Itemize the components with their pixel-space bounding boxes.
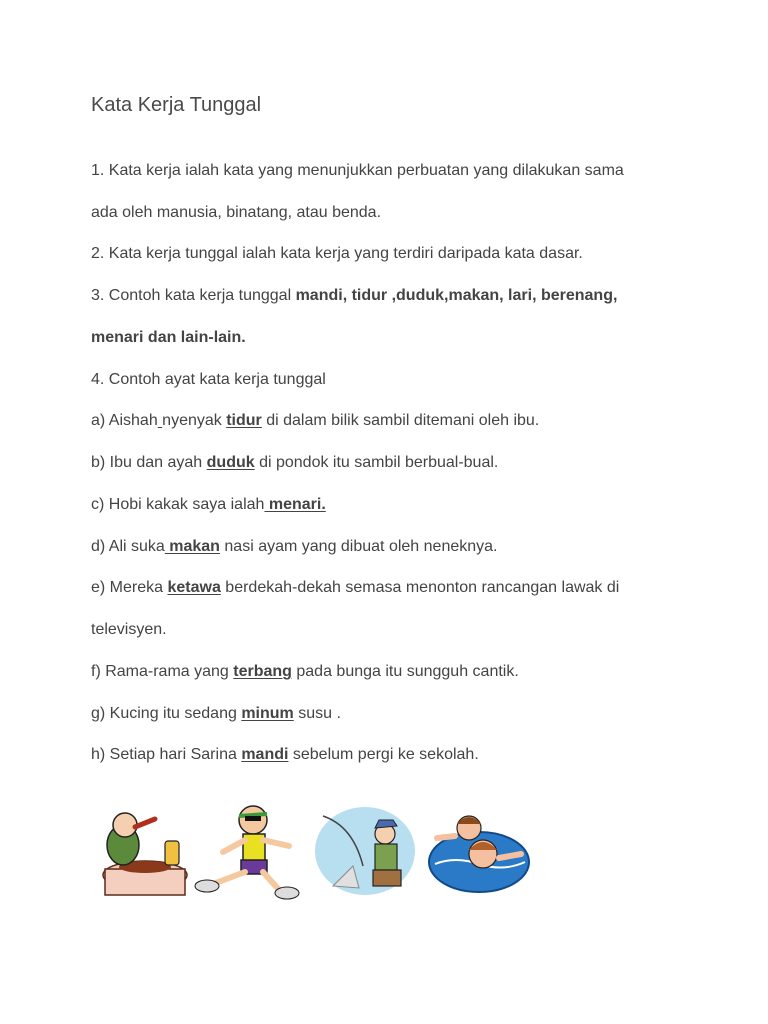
example-c-pre: c) Hobi kakak saya ialah xyxy=(91,496,265,513)
example-b-post: di pondok itu sambil berbual-bual. xyxy=(254,454,499,471)
example-a xyxy=(91,411,539,431)
example-h-post: sebelum pergi ke sekolah. xyxy=(288,746,479,763)
example-e-post: berdekah-dekah semasa menonton rancangan lawak di xyxy=(220,579,620,596)
example-g-verb: minum xyxy=(241,705,294,722)
example-f-post: pada bunga itu sungguh cantik. xyxy=(291,663,519,680)
paragraph-1-line-1: 1. Kata kerja ialah kata yang menunjukkan perbuatan yang dilakukan sama xyxy=(91,162,624,179)
example-d-post: nasi ayam yang dibuat oleh neneknya. xyxy=(219,538,498,555)
paragraph-1-line-2: ada oleh manusia, binatang, atau benda. xyxy=(91,204,382,221)
example-a-pre: a) Aishah xyxy=(91,412,158,429)
clipart-row xyxy=(95,800,545,910)
swimming-clipart xyxy=(425,808,535,898)
example-a-post: di dalam bilik sambil ditemani oleh ibu. xyxy=(261,412,540,429)
paragraph-4: 4. Contoh ayat kata kerja tunggal xyxy=(91,371,326,388)
fishing-clipart xyxy=(313,806,418,896)
example-c xyxy=(91,495,326,515)
paragraph-3-prefix: 3. Contoh kata kerja tunggal xyxy=(91,287,296,304)
example-b-verb: duduk xyxy=(206,454,255,471)
example-g-pre: g) Kucing itu sedang xyxy=(91,705,242,722)
example-h-verb: mandi xyxy=(241,746,289,763)
example-e-pre: e) Mereka xyxy=(91,579,168,596)
example-f xyxy=(91,662,519,682)
example-a-verb: tidur xyxy=(226,412,262,429)
example-h xyxy=(91,745,479,765)
example-e-verb: ketawa xyxy=(167,579,221,596)
example-g xyxy=(91,704,341,724)
example-c-verb: menari. xyxy=(264,496,326,513)
paragraph-3-verbs: mandi, tidur ,duduk,makan, lari, berenang, xyxy=(295,287,618,304)
page-title: Kata Kerja Tunggal xyxy=(91,94,262,116)
eating-clipart xyxy=(95,805,195,900)
example-a-pre2: nyenyak xyxy=(162,412,227,429)
example-g-post: susu . xyxy=(293,705,341,722)
running-clipart xyxy=(193,800,308,900)
example-b-pre: b) Ibu dan ayah xyxy=(91,454,207,471)
example-d-verb: makan xyxy=(164,538,220,555)
example-d xyxy=(91,537,497,557)
example-h-pre: h) Setiap hari Sarina xyxy=(91,746,242,763)
paragraph-3-line-2: menari dan lain-lain. xyxy=(91,329,246,346)
example-f-verb: terbang xyxy=(233,663,292,680)
example-e-line-1 xyxy=(91,578,619,598)
example-d-pre: d) Ali suka xyxy=(91,538,165,555)
example-f-pre: f) Rama-rama yang xyxy=(91,663,234,680)
example-b xyxy=(91,453,498,473)
paragraph-3-line-1 xyxy=(91,286,617,306)
paragraph-2: 2. Kata kerja tunggal ialah kata kerja yang terdiri daripada kata dasar. xyxy=(91,245,583,262)
example-e-line-2: televisyen. xyxy=(91,621,167,638)
